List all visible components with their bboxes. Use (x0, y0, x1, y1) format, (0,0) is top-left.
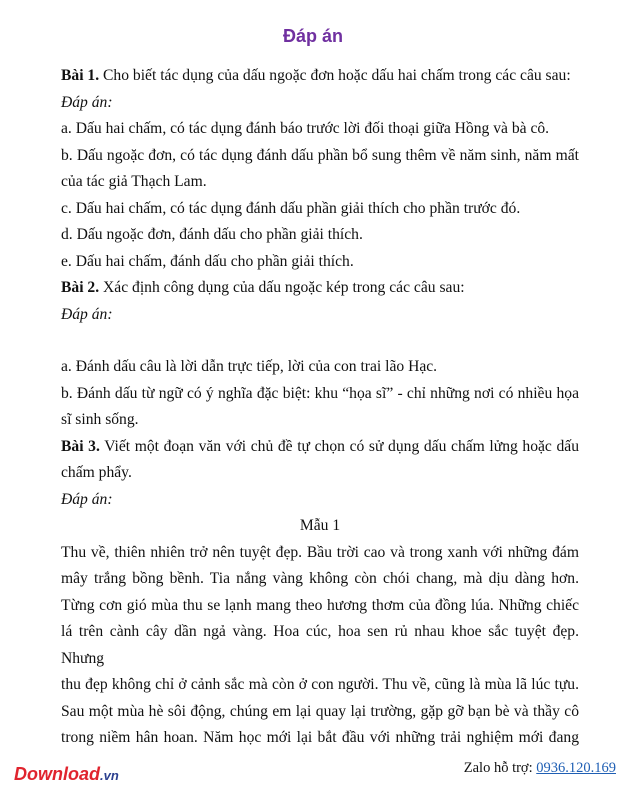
logo-suffix-text: .vn (100, 768, 119, 783)
exercise-3-answer-label: Đáp án: (61, 490, 113, 508)
exercise-1-answer-e: e. Dấu hai chấm, đánh dấu cho phần giải thích. (61, 252, 354, 270)
document-body (61, 63, 579, 752)
support-label: Zalo hỗ trợ: (463, 760, 537, 776)
page-title: Đáp án (282, 26, 343, 46)
exercise-2-answer-a: a. Đánh dấu câu là lời dẫn trực tiếp, lời của con trai lão Hạc. (61, 358, 438, 375)
exercise-1-answer-d: d. Dấu ngoặc đơn, đánh dấu cho phần giải thích. (61, 226, 363, 243)
exercise-1-answer-a: a. Dấu hai chấm, có tác dụng đánh báo trước lời đối thoại giữa Hồng và bà cô. (61, 120, 550, 137)
exercise-2-answer-label: Đáp án: (61, 305, 113, 323)
paragraph-line: Từng cơn gió mùa thu se lạnh mang theo hương thơm của đồng lúa. Những chiếc (61, 596, 579, 614)
exercise-1-answer-b-line1: b. Dấu ngoặc đơn, có tác dụng đánh dấu phần bổ sung thêm về năm sinh, năm mất (61, 146, 579, 164)
paragraph-line: Thu về, thiên nhiên trở nên tuyệt đẹp. Bầu trời cao và trong xanh với những đám (61, 543, 579, 561)
exercise-2-question (61, 275, 579, 302)
paragraph-line: Sau một mùa hè sôi động, chúng em lại quay lại trường, gặp gỡ bạn bè và thầy cô (61, 702, 579, 720)
sample-title: Mẫu 1 (299, 517, 341, 534)
exercise-2-answer-b-line2: sĩ sinh sống. (61, 411, 139, 428)
paragraph-line: trong niềm hân hoan. Năm học mới lại bắt đầu với những trải nghiệm mới đang (61, 729, 579, 746)
exercise-1-answer-b-line2: của tác giả Thạch Lam. (61, 173, 207, 190)
spacer (61, 328, 579, 354)
support-contact (464, 760, 616, 777)
support-phone-link[interactable]: 0936.120.169 (536, 760, 616, 776)
exercise-2-answer-b-line1: b. Đánh dấu từ ngữ có ý nghĩa đặc biệt: khu “họa sĩ” - chỉ những nơi có nhiều họa (61, 384, 579, 402)
exercise-2-label: Bài 2. (61, 279, 100, 296)
exercise-3-question-line2: chấm phẩy. (61, 464, 132, 481)
exercise-3-text: Viết một đoạn văn với chủ đề tự chọn có sử dụng dấu chấm lửng hoặc dấu (99, 437, 580, 455)
paragraph-line: mây trắng bồng bềnh. Tia nắng vàng không còn chói chang, mà dịu dàng hơn. (61, 570, 579, 587)
exercise-1-answer-label: Đáp án: (61, 93, 113, 111)
sample-paragraph (61, 540, 579, 752)
exercise-1-text: Cho biết tác dụng của dấu ngoặc đơn hoặc dấu hai chấm trong các câu sau: (99, 67, 571, 84)
paragraph-line: thu đẹp không chỉ ở cảnh sắc mà còn ở con người. Thu về, cũng là mùa lã lúc tựu. (61, 676, 579, 693)
paragraph-line: lá trên cành cây dần ngả vàng. Hoa cúc, hoa sen rủ nhau khoe sắc tuyệt đẹp. Nhưng (61, 623, 579, 667)
exercise-3-label: Bài 3. (61, 437, 100, 455)
logo-main-text: Download (14, 764, 100, 784)
exercise-1-answer-c: c. Dấu hai chấm, có tác dụng đánh dấu phần giải thích cho phần trước đó. (61, 199, 521, 217)
exercise-3-question-line1 (61, 434, 579, 461)
exercise-1-label: Bài 1. (61, 67, 100, 84)
exercise-2-text: Xác định công dụng của dấu ngoặc kép trong các câu sau: (99, 279, 465, 296)
download-logo[interactable] (14, 764, 119, 785)
exercise-1-question (61, 63, 579, 90)
